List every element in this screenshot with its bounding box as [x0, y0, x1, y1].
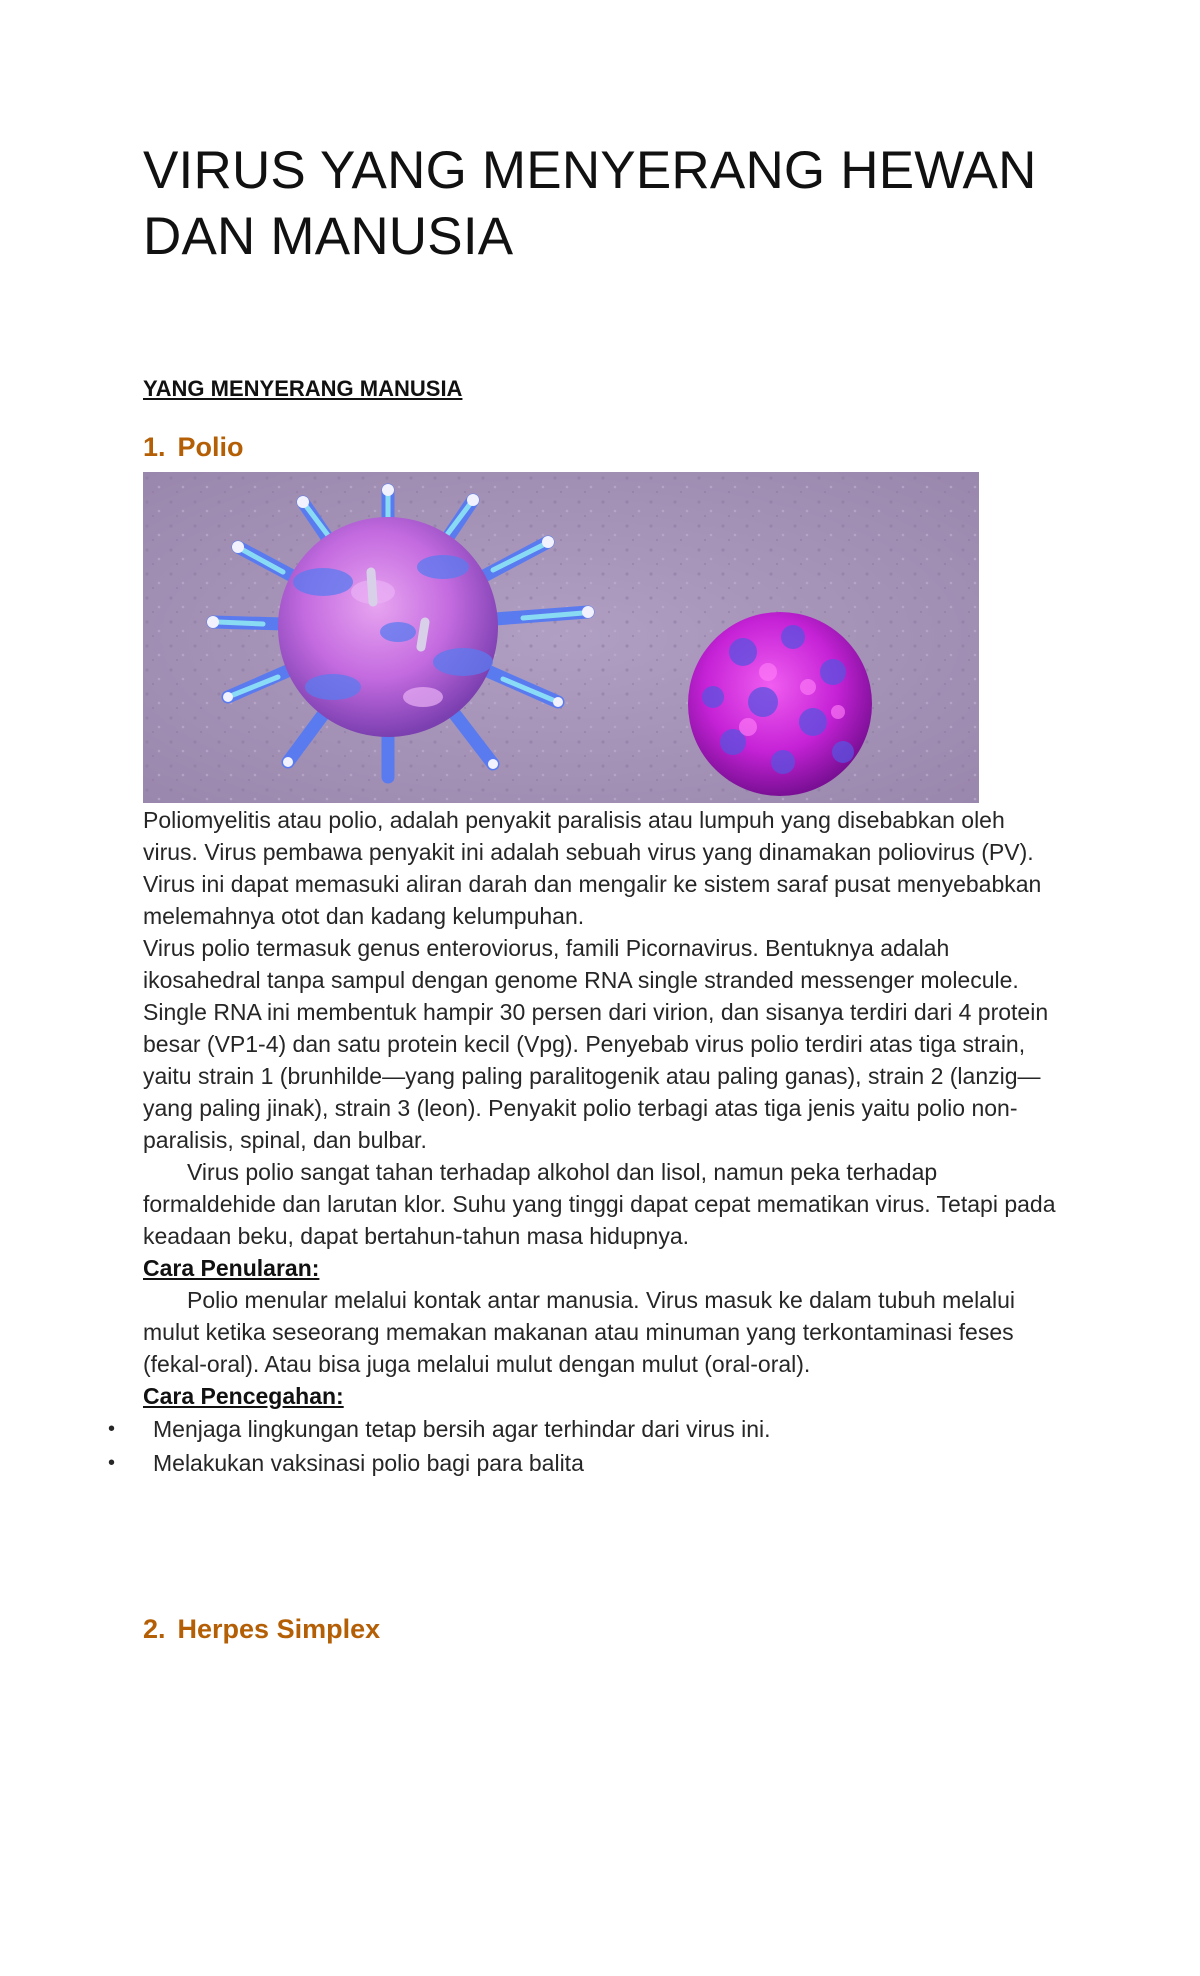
prevention-item-text: Menjaga lingkungan tetap bersih agar terhindar dari virus ini. — [153, 1416, 771, 1442]
polio-content — [108, 804, 1063, 1480]
prevention-list — [108, 1412, 1063, 1480]
polio-heading — [143, 430, 244, 464]
document-title: VIRUS YANG MENYERANG HEWAN DAN MANUSIA — [143, 141, 1037, 266]
polio-virus-image — [143, 472, 979, 803]
prevention-heading: Cara Pencegahan: — [143, 1383, 344, 1409]
transmission-heading: Cara Penularan: — [143, 1255, 320, 1281]
polio-paragraph-3: Virus polio sangat tahan terhadap alkohol dan lisol, namun peka terhadap formaldehide dan larutan klor. Suhu yang tinggi dapat cepat mematikan virus. Tetapi pada keadaan beku, dapat bertahun-tahun masa hidupnya. — [143, 1159, 1056, 1249]
herpes-heading-number: 2. — [143, 1614, 166, 1644]
list-item — [108, 1412, 1063, 1446]
polio-paragraph-1: Poliomyelitis atau polio, adalah penyakit paralisis atau lumpuh yang disebabkan oleh virus. Virus pembawa penyakit ini adalah sebuah virus yang dinamakan poliovirus (PV). Virus ini dapat memasuki aliran darah dan mengalir ke sistem saraf pusat menyebabkan melemahnya otot dan kadang kelumpuhan. — [143, 807, 1042, 929]
section-label: YANG MENYERANG MANUSIA — [143, 376, 463, 401]
prevention-item-text: Melakukan vaksinasi polio bagi para balita — [153, 1450, 584, 1476]
polio-paragraph-2: Virus polio termasuk genus enteroviorus, famili Picornavirus. Bentuknya adalah ikosahedral tanpa sampul dengan genome RNA single stranded messenger molecule. Single RNA ini membentuk hampir 30 persen dari virion, dan sisanya terdiri dari 4 protein besar (VP1-4) dan satu protein kecil (Vpg). Penyebab virus polio terdiri atas tiga strain, yaitu strain 1 (brunhilde—yang paling paralitogenik atau paling ganas), strain 2 (lanzig—yang paling jinak), strain 3 (leon). Penyakit polio terbagi atas tiga jenis yaitu polio non-paralisis, spinal, dan bulbar. — [143, 935, 1049, 1153]
bullet-icon: • — [108, 1452, 116, 1474]
herpes-heading-name: Herpes Simplex — [177, 1614, 381, 1644]
transmission-text: Polio menular melalui kontak antar manusia. Virus masuk ke dalam tubuh melalui mulut ketika seseorang memakan makanan atau minuman yang terkontaminasi feses (fekal-oral). Atau bisa juga melalui mulut dengan mulut (oral-oral). — [143, 1287, 1015, 1377]
polio-heading-name: Polio — [177, 432, 244, 462]
polio-heading-number: 1. — [143, 432, 166, 462]
bullet-icon: • — [108, 1418, 116, 1440]
list-item — [108, 1446, 1063, 1480]
herpes-heading — [143, 1612, 380, 1646]
